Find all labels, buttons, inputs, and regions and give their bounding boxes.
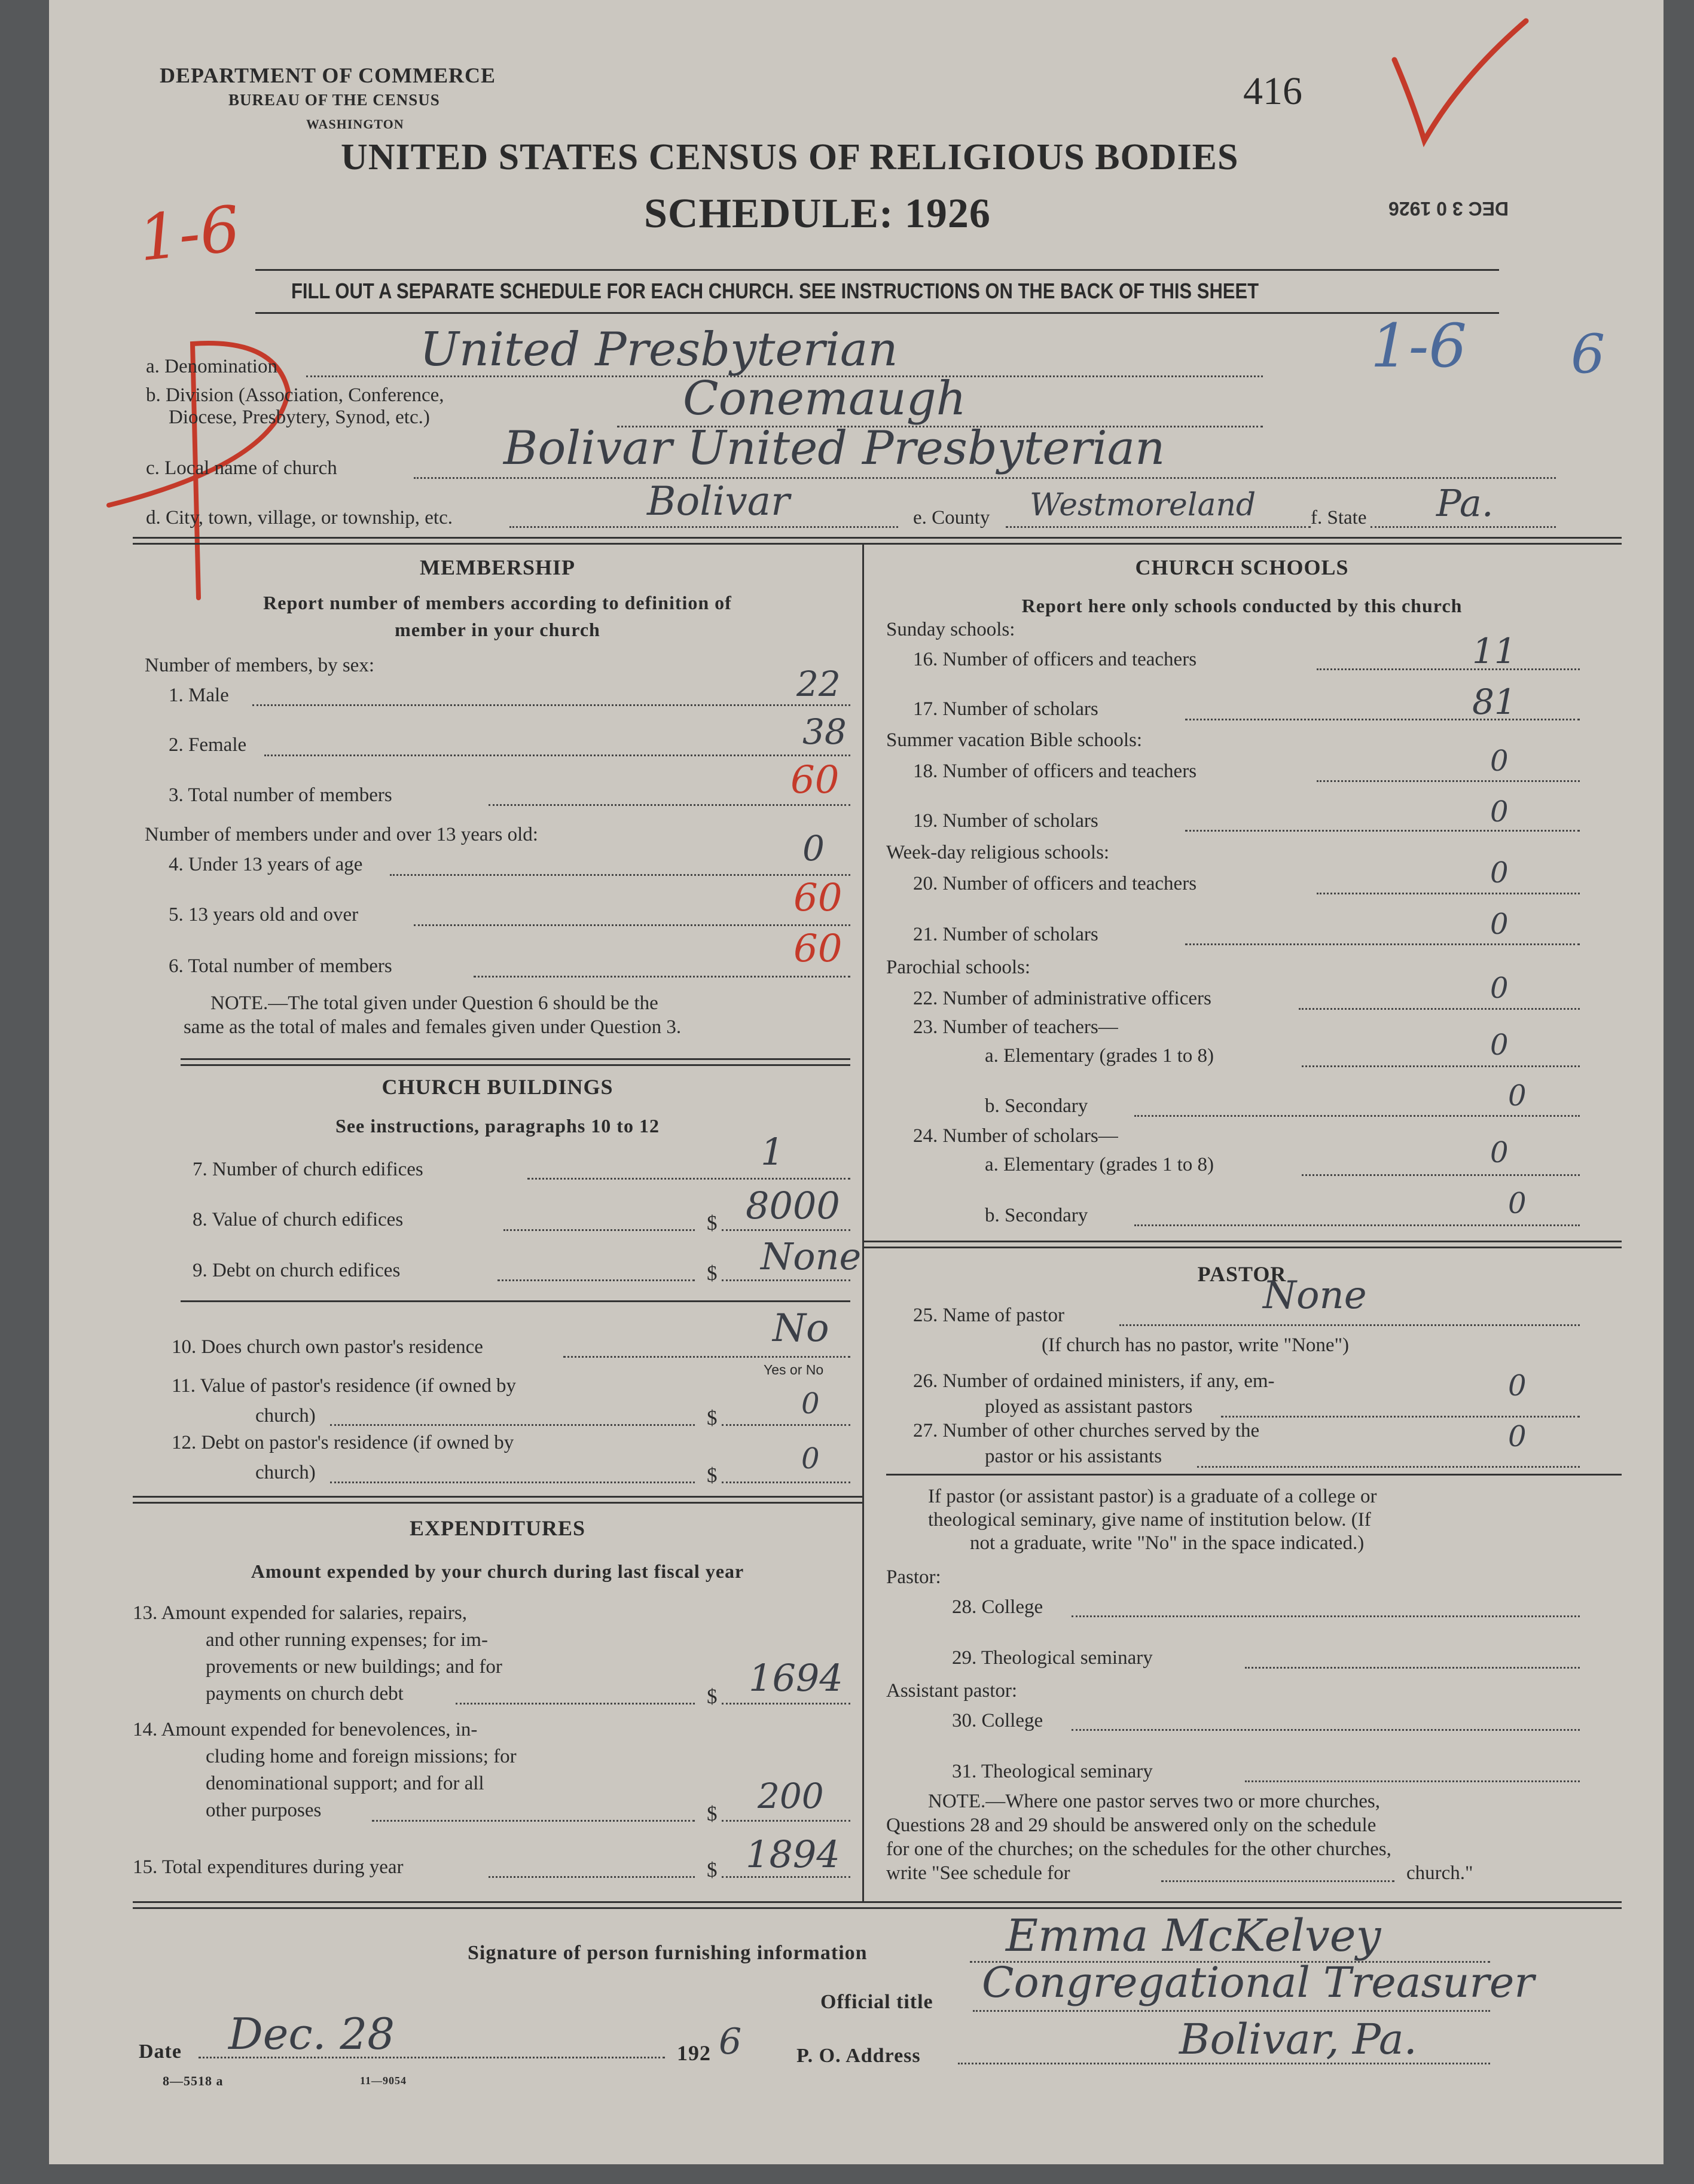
q5-value: 60 [793,876,843,920]
q15-value: 1894 [746,1832,840,1876]
q20-label: 20. Number of officers and teachers [913,873,1197,894]
q19-value: 0 [1490,795,1509,829]
q22-label: 22. Number of administrative officers [913,988,1211,1009]
q7-value: 1 [761,1130,785,1174]
q4-label: 4. Under 13 years of age [169,854,363,875]
q26-label-1: 26. Number of ordained ministers, if any, em- [913,1370,1275,1392]
buildings-subtitle: See instructions, paragraphs 10 to 12 [335,1115,660,1137]
graduate-note-2: theological seminary, give name of institution below. (If [928,1509,1371,1531]
q6-value: 60 [793,927,843,971]
pastor-note-3: for one of the churches; on the schedules for the other churches, [886,1838,1391,1860]
q8-dollar: $ [707,1211,718,1235]
city-label: d. City, town, village, or township, etc. [146,507,453,529]
q20-value: 0 [1490,856,1509,890]
pastor-heading: PASTOR [1197,1262,1287,1286]
q18-label: 18. Number of officers and teachers [913,760,1197,782]
q26-value: 0 [1508,1369,1527,1403]
membership-subtitle-2: member in your church [395,619,600,640]
q28-label: 28. College [952,1596,1043,1618]
division-label-1: b. Division (Association, Conference, [146,384,444,406]
division-label-2: Diocese, Presbytery, Synod, etc.) [169,407,430,428]
membership-heading: MEMBERSHIP [419,555,575,579]
q23a-value: 0 [1490,1028,1509,1062]
year-digit: 6 [719,2021,742,2063]
q10-value: No [773,1306,829,1351]
state-label: f. State [1311,507,1367,529]
church-name-label: c. Local name of church [146,457,337,479]
official-title-value: Congregational Treasurer [982,1958,1534,2007]
schedule-year: SCHEDULE: 1926 [644,191,991,237]
q4-value: 0 [802,828,825,869]
state-value: Pa. [1436,481,1494,525]
q26-label-2: ployed as assistant pastors [985,1396,1193,1418]
form-title: UNITED STATES CENSUS OF RELIGIOUS BODIES [341,137,1239,178]
q15-dollar: $ [707,1858,718,1881]
expenditures-subtitle: Amount expended by your church during last fiscal year [251,1560,744,1582]
pastor-subhead: Pastor: [886,1566,941,1588]
q12-value: 0 [801,1442,820,1476]
q11-label-1: 11. Value of pastor's residence (if owned by [172,1375,516,1397]
q11-label-2: church) [255,1405,316,1427]
pastor-note-4: write "See schedule for [886,1862,1070,1884]
q25-label: 25. Name of pastor [913,1305,1064,1326]
instruction-banner: FILL OUT A SEPARATE SCHEDULE FOR EACH CHURCH. SEE INSTRUCTIONS ON THE BACK OF THIS SHEET [291,279,1259,303]
q31-label: 31. Theological seminary [952,1761,1153,1782]
q27-label-2: pastor or his assistants [985,1446,1162,1467]
assistant-pastor-subhead: Assistant pastor: [886,1680,1018,1702]
signature-label: Signature of person furnishing information [468,1942,868,1964]
weekday-schools-label: Week-day religious schools: [886,842,1110,863]
q23b-value: 0 [1508,1079,1527,1113]
q6-label: 6. Total number of members [169,955,392,977]
graduate-note-3: not a graduate, write "No" in the space indicated.) [970,1532,1365,1554]
q24b-value: 0 [1508,1187,1527,1220]
q13-dollar: $ [707,1685,718,1708]
buildings-heading: CHURCH BUILDINGS [381,1075,613,1099]
q11-value: 0 [801,1387,820,1421]
yes-no-hint: Yes or No [764,1362,824,1377]
q18-value: 0 [1490,744,1509,778]
received-date-stamp: DEC 3 0 1926 [1388,198,1509,219]
sunday-schools-label: Sunday schools: [886,619,1015,640]
po-address-value: Bolivar, Pa. [1179,2015,1417,2064]
blue-mark-extra: 6 [1571,323,1606,386]
q10-label: 10. Does church own pastor's residence [172,1336,483,1358]
graduate-note-1: If pastor (or assistant pastor) is a graduate of a college or [928,1486,1377,1507]
q12-label-1: 12. Debt on pastor's residence (if owned by [172,1432,514,1453]
q30-label: 30. College [952,1710,1043,1731]
print-number: 11—9054 [360,2075,407,2087]
date-value: Dec. 28 [228,2009,395,2059]
q3-label: 3. Total number of members [169,784,392,806]
city-value: Bolivar [647,478,790,524]
age-intro-label: Number of members under and over 13 years old: [145,824,538,845]
q23a-label: a. Elementary (grades 1 to 8) [985,1045,1214,1067]
q27-value: 0 [1508,1420,1527,1453]
q15-label: 15. Total expenditures during year [133,1856,404,1878]
q11-dollar: $ [707,1406,718,1429]
q24b-label: b. Secondary [985,1205,1088,1226]
division-value: Conemaugh [683,372,966,426]
membership-subtitle-1: Report number of members according to definition of [263,592,732,613]
date-label: Date [139,2041,182,2063]
q27-label-1: 27. Number of other churches served by the [913,1420,1260,1441]
po-address-label: P. O. Address [796,2045,921,2067]
q14-dollar: $ [707,1802,718,1825]
q25-note: (If church has no pastor, write "None") [1042,1334,1350,1356]
q29-label: 29. Theological seminary [952,1647,1153,1669]
q3-value: 60 [790,758,840,802]
q12-dollar: $ [707,1464,718,1487]
red-mark-left: 1-6 [135,192,244,276]
denomination-label: a. Denomination [146,356,277,377]
q23b-label: b. Secondary [985,1095,1088,1117]
q2-value: 38 [802,711,847,752]
department-name: DEPARTMENT OF COMMERCE [160,63,496,87]
schedule-number: 416 [1243,69,1302,113]
official-title-label: Official title [820,1991,933,2013]
blue-mark-right: 1-6 [1371,311,1467,381]
q16-value: 11 [1472,631,1516,671]
pastor-note-2: Questions 28 and 29 should be answered only on the schedule [886,1815,1376,1836]
denomination-value: United Presbyterian [420,323,898,377]
q17-label: 17. Number of scholars [913,698,1098,720]
schools-heading: CHURCH SCHOOLS [1135,555,1349,579]
q9-label: 9. Debt on church edifices [193,1260,401,1281]
church-name-value: Bolivar United Presbyterian [503,421,1165,475]
q21-value: 0 [1490,908,1509,941]
q14-value: 200 [758,1776,824,1816]
by-sex-label: Number of members, by sex: [145,655,374,676]
q13-label-1: 13. Amount expended for salaries, repairs, [133,1602,468,1624]
red-check-icon [1388,12,1532,149]
q25-value: None [1263,1273,1367,1318]
q13-label-2: and other running expenses; for im- [206,1629,488,1651]
q19-label: 19. Number of scholars [913,810,1098,832]
county-value: Westmoreland [1030,487,1256,523]
q24a-value: 0 [1490,1136,1509,1169]
q13-value: 1694 [749,1656,843,1700]
q14-label-1: 14. Amount expended for benevolences, in- [133,1719,478,1740]
census-schedule-sheet [49,0,1664,2164]
q14-label-4: other purposes [206,1800,322,1821]
q8-label: 8. Value of church edifices [193,1209,404,1230]
schools-subtitle: Report here only schools conducted by this church [1021,595,1463,616]
expenditures-heading: EXPENDITURES [409,1516,586,1540]
q22-value: 0 [1490,972,1509,1005]
membership-note-2: same as the total of males and females given under Question 3. [184,1016,682,1038]
membership-note-1: NOTE.—The total given under Question 6 should be the [210,992,658,1014]
q13-label-3: provements or new buildings; and for [206,1656,502,1678]
q17-value: 81 [1472,682,1516,722]
year-label: 192 [677,2041,711,2065]
q1-value: 22 [796,664,841,704]
signature-value: Emma McKelvey [1006,1910,1381,1962]
q14-label-3: denominational support; and for all [206,1773,484,1794]
q24-label: 24. Number of scholars— [913,1125,1118,1147]
q9-dollar: $ [707,1261,718,1285]
pastor-note-1: NOTE.—Where one pastor serves two or more churches, [928,1791,1380,1812]
q23-label: 23. Number of teachers— [913,1016,1118,1038]
q13-label-4: payments on church debt [206,1683,404,1705]
q16-label: 16. Number of officers and teachers [913,649,1197,670]
pastor-note-5: church." [1406,1862,1473,1884]
q14-label-2: cluding home and foreign missions; for [206,1746,517,1767]
summer-schools-label: Summer vacation Bible schools: [886,729,1143,751]
form-number: 8—5518 a [163,2073,224,2088]
parochial-schools-label: Parochial schools: [886,957,1031,978]
q24a-label: a. Elementary (grades 1 to 8) [985,1154,1214,1175]
q9-value: None [761,1235,862,1278]
q8-value: 8000 [746,1184,840,1227]
q12-label-2: church) [255,1462,316,1483]
city-name: WASHINGTON [306,117,404,132]
q21-label: 21. Number of scholars [913,924,1098,945]
q1-label: 1. Male [169,685,229,706]
bureau-name: BUREAU OF THE CENSUS [228,91,440,109]
q2-label: 2. Female [169,734,247,756]
q7-label: 7. Number of church edifices [193,1159,423,1180]
county-label: e. County [913,507,990,529]
q5-label: 5. 13 years old and over [169,904,359,925]
